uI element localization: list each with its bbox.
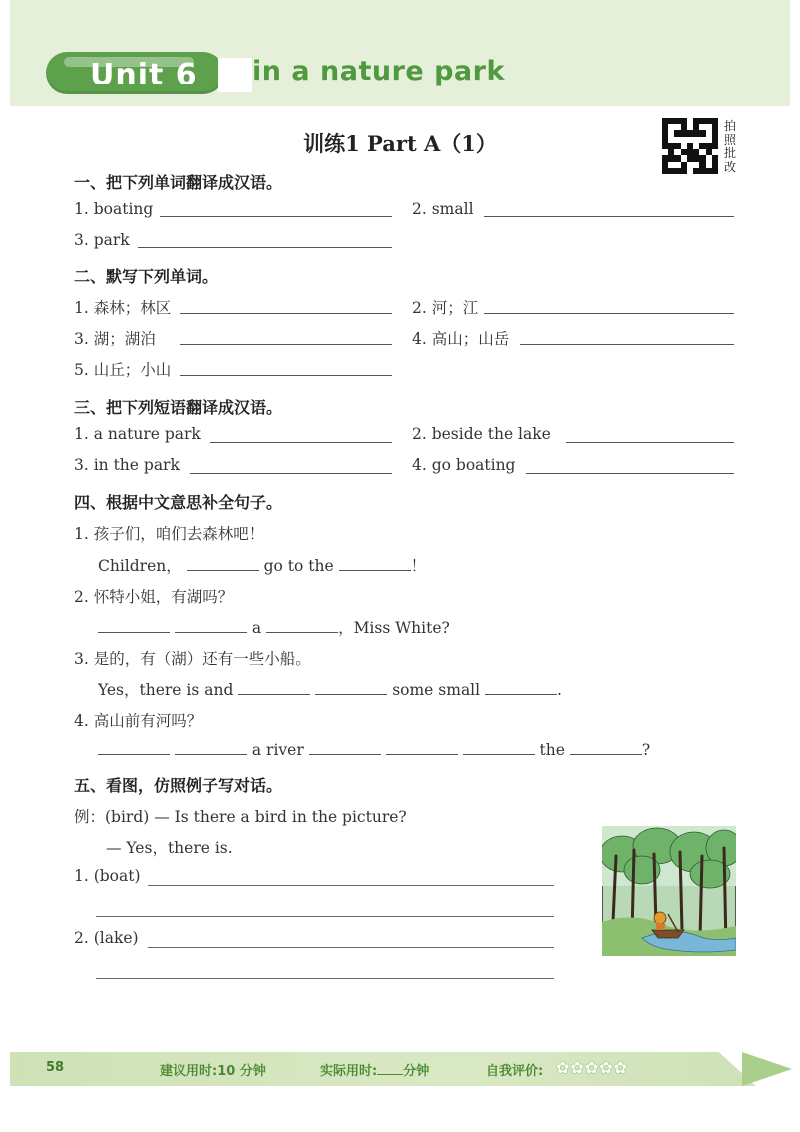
s4-q3-blank-3[interactable] (485, 680, 557, 695)
s5-answer-1a[interactable] (148, 885, 554, 886)
s2-item-3: 3. 湖；湖泊 (74, 330, 156, 348)
s3-answer-2[interactable] (566, 442, 734, 443)
s2-item-5: 5. 山丘；小山 (74, 361, 172, 379)
section-4-heading: 四、根据中文意思补全句子。 (74, 493, 283, 512)
s3-answer-1[interactable] (210, 442, 392, 443)
s4-q2-text-a: a (251, 619, 262, 637)
section-2-heading: 二、默写下列单词。 (74, 267, 219, 286)
s4-q2-cn: 2. 怀特小姐，有湖吗？ (74, 588, 234, 606)
qr-caption: 拍照批改 (724, 119, 737, 174)
s5-example-answer: — Yes，there is. (106, 839, 233, 857)
s4-q4-blank-5[interactable] (463, 740, 535, 755)
s4-q1-blank-2[interactable] (339, 556, 411, 571)
s2-answer-4[interactable] (520, 344, 734, 345)
qr-code-icon[interactable] (662, 118, 718, 174)
s2-item-2: 2. 河；江 (412, 299, 479, 317)
s4-q3-blank-2[interactable] (315, 680, 387, 695)
unit-title: in a nature park (252, 56, 505, 87)
actual-time-blank[interactable] (377, 1062, 403, 1075)
section-5-heading: 五、看图，仿照例子写对话。 (74, 776, 283, 795)
s4-q3-text-b: some small (392, 681, 481, 699)
s4-q1-cn: 1. 孩子们，咱们去森林吧！ (74, 525, 265, 543)
s5-answer-2a[interactable] (148, 947, 554, 948)
s4-q3-text-a: Yes，there is and (98, 681, 234, 699)
s4-q3-blank-1[interactable] (238, 680, 310, 695)
s4-q4-blank-3[interactable] (309, 740, 381, 755)
s4-q2-blank-3[interactable] (266, 618, 338, 633)
s3-answer-4[interactable] (526, 473, 734, 474)
s4-q2-en (98, 616, 450, 638)
s3-item-4: 4. go boating (412, 456, 516, 474)
s2-item-4: 4. 高山；山岳 (412, 330, 510, 348)
section-1-heading: 一、把下列单词翻译成汉语。 (74, 173, 283, 192)
s1-item-2: 2. small (412, 200, 474, 218)
s5-example-question: 例：(bird) — Is there a bird in the picture? (74, 808, 407, 826)
s4-q3-cn: 3. 是的，有（湖）还有一些小船。 (74, 650, 311, 668)
footer-arrow (742, 1052, 792, 1086)
s4-q4-text-a: a river (251, 741, 304, 759)
rating-stars-icon[interactable]: ✿✿✿✿✿ (556, 1058, 629, 1077)
s3-answer-3[interactable] (190, 473, 392, 474)
s4-q4-en (98, 740, 650, 759)
s4-q4-cn: 4. 高山前有河吗？ (74, 712, 203, 730)
section-3-heading: 三、把下列短语翻译成汉语。 (74, 398, 283, 417)
self-eval-label: 自我评价: (486, 1064, 544, 1079)
s4-q1-text-a: Children， (98, 557, 182, 575)
s4-q4-text-b: the (539, 741, 565, 759)
forest-river-illustration (602, 826, 736, 956)
s4-q2-blank-2[interactable] (175, 618, 247, 633)
s3-item-1: 1. a nature park (74, 425, 201, 443)
s1-answer-1[interactable] (160, 216, 392, 217)
s5-item-1: 1. (boat) (74, 867, 141, 885)
page-title: 训练1 Part A（1） (303, 131, 497, 156)
page-number: 58 (46, 1060, 65, 1075)
s4-q3-text-c: . (557, 681, 562, 699)
s1-answer-2[interactable] (484, 216, 734, 217)
s1-answer-3[interactable] (138, 247, 392, 248)
s4-q4-text-c: ? (641, 741, 651, 759)
s5-answer-1b[interactable] (96, 916, 554, 917)
s4-q1-text-b: go to the (263, 557, 334, 575)
s5-answer-2b[interactable] (96, 978, 554, 979)
s4-q4-blank-2[interactable] (175, 740, 247, 755)
s4-q3-en (98, 678, 562, 700)
s4-q1-blank-1[interactable] (187, 556, 259, 571)
s4-q4-blank-1[interactable] (98, 740, 170, 755)
correction-patch (218, 58, 252, 92)
unit-label: Unit 6 (90, 58, 198, 84)
suggested-time: 建议用时:10 分钟 (160, 1064, 266, 1079)
s4-q1-text-c: ！ (410, 557, 427, 575)
s3-item-3: 3. in the park (74, 456, 180, 474)
actual-time (320, 1060, 429, 1079)
s4-q1-en (98, 554, 426, 576)
actual-time-unit: 分钟 (403, 1064, 430, 1079)
s5-item-2: 2. (lake) (74, 929, 139, 947)
s4-q4-blank-6[interactable] (570, 740, 642, 755)
s2-answer-5[interactable] (180, 375, 392, 376)
s2-answer-3[interactable] (180, 344, 392, 345)
s4-q2-text-b: ，Miss White? (338, 619, 450, 637)
s2-answer-2[interactable] (484, 313, 734, 314)
s4-q4-blank-4[interactable] (386, 740, 458, 755)
s1-item-1: 1. boating (74, 200, 154, 218)
actual-time-label: 实际用时: (320, 1064, 378, 1079)
s4-q2-blank-1[interactable] (98, 618, 170, 633)
s2-item-1: 1. 森林；林区 (74, 299, 172, 317)
s3-item-2: 2. beside the lake (412, 425, 551, 443)
s2-answer-1[interactable] (180, 313, 392, 314)
s1-item-3: 3. park (74, 231, 130, 249)
